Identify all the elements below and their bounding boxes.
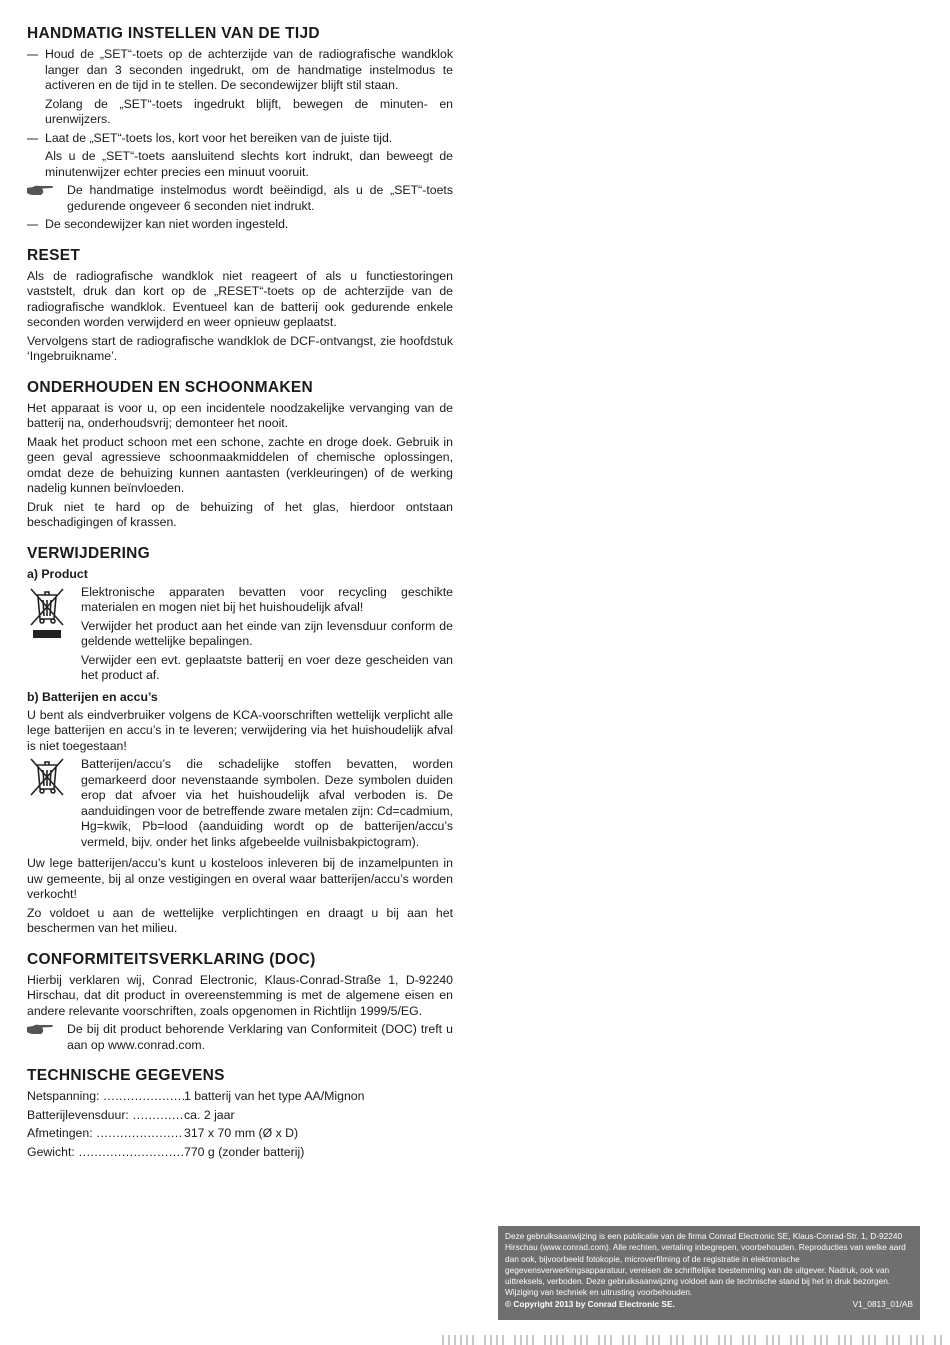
paragraph: Elektronische apparaten bevatten voor recycling geschikte materialen en mogen niet bij het huishoudelijk afval! <box>81 584 453 614</box>
section-title: ONDERHOUDEN EN SCHOONMAKEN <box>27 378 313 396</box>
section-specs <box>27 1066 453 1160</box>
list-item: Houd de „SET“-toets op de achterzijde van de radiografische wandklok langer dan 3 seconden ingedrukt, om de handmatige instelmodus te activeren en de tijd in te stellen. De secondewijzer blijft stil staan. <box>27 47 453 94</box>
spec-value: 770 g (zonder batterij) <box>184 1144 305 1159</box>
spec-row <box>27 1145 453 1161</box>
section-conformity <box>27 950 453 1054</box>
paragraph: Maak het product schoon met een schone, zachte en droge doek. Gebruik in geen geval agressieve schoonmaakmiddelen of chemische oplossingen, omdat deze de behuizing kunnen aantasten (verkleuringen) of de werking nadelig kunnen beïnvloeden. <box>27 434 453 495</box>
spec-label: Afmetingen: ..... <box>27 1126 184 1142</box>
paragraph: Als u de „SET“-toets aansluitend slechts kort indrukt, dan beweegt de minutenwijzer echter precies een minuut vooruit. <box>45 149 453 179</box>
spec-value: 317 x 70 mm (Ø x D) <box>184 1126 299 1140</box>
list-item: De secondewijzer kan niet worden ingesteld. <box>27 217 453 233</box>
dash-bullet-icon <box>27 138 38 140</box>
pointing-hand-icon <box>27 1023 55 1036</box>
subsection-title: a) Product <box>27 566 88 581</box>
manual-content <box>27 24 453 1173</box>
dash-bullet-icon <box>27 224 38 226</box>
paragraph: Batterijen/accu’s die schadelijke stoffen bevatten, worden gemarkeerd door nevenstaande symbolen. Deze symbolen duiden erop dat afvoer via het huishoudelijk afval verboden is. De aanduidingen voor de betreffende zware metalen zijn: Cd=cadmium, Hg=kwik, Pb=lood (aanduiding wordt op de batterijen/accu’s vermeld, bijv. onder het links afgebeelde vuilnisbakpictogram). <box>81 757 453 849</box>
section-title: TECHNISCHE GEGEVENS <box>27 1067 225 1084</box>
spec-row <box>27 1108 453 1124</box>
section-title: CONFORMITEITSVERKLARING (DOC) <box>27 950 316 968</box>
section-manual-time <box>27 24 453 233</box>
section-disposal <box>27 544 453 937</box>
paragraph: Zo voldoet u aan de wettelijke verplichtingen en draagt u bij aan het beschermen van het milieu. <box>27 905 453 935</box>
version-code: V1_0813_01/AB <box>852 1298 913 1309</box>
paragraph: Hierbij verklaren wij, Conrad Electronic, Klaus-Conrad-Straße 1, D-92240 Hirschau, dat dit product in overeenstemming is met de algemene eisen en andere relevante voorschriften, zoals opgenomen in Richtlijn 1999/5/EG. <box>27 972 453 1018</box>
spec-row <box>27 1089 453 1105</box>
imprint-footer <box>505 1299 913 1310</box>
paragraph: U bent als eindverbruiker volgens de KCA-voorschriften wettelijk verplicht alle lege batterijen en accu’s in te leveren; verwijdering via het huishoudelijk afval is niet toegestaan! <box>27 707 453 753</box>
battery-disposal-block <box>27 757 453 853</box>
paragraph: Vervolgens start de radiografische wandklok de DCF-ontvangst, zie hoofdstuk ‘Ingebruikname’. <box>27 333 453 363</box>
note: De bij dit product behorende Verklaring van Conformiteit (DOC) treft u aan op www.conrad.com. <box>27 1022 453 1053</box>
paragraph: Verwijder het product aan het einde van zijn levensduur conform de geldende wettelijke bepalingen. <box>81 618 453 648</box>
spec-label: Netspanning: ..... <box>27 1089 184 1105</box>
section-title: VERWIJDERING <box>27 544 151 562</box>
battery-disposal-text <box>81 757 453 853</box>
subsection-title: b) Batterijen en accu’s <box>27 689 158 704</box>
spec-label: Gewicht: ..... <box>27 1145 184 1161</box>
paragraph: Druk niet te hard op de behuizing of het glas, hierdoor ontstaan beschadigingen of krassen. <box>27 499 453 529</box>
battery-bin-icon <box>27 757 67 853</box>
paragraph: Het apparaat is voor u, op een incidentele noodzakelijke vervanging van de batterij na, onderhoudsvrij; demonteer het nooit. <box>27 400 453 430</box>
note: De handmatige instelmodus wordt beëindigd, als u de „SET“-toets gedurende ongeveer 6 seconden niet indrukt. <box>27 183 453 214</box>
spec-value: 1 batterij van het type AA/Mignon <box>184 1089 365 1103</box>
product-disposal-text <box>81 585 453 687</box>
spec-value: ca. 2 jaar <box>184 1107 235 1122</box>
weee-bin-icon <box>27 585 67 687</box>
dash-bullet-icon <box>27 54 38 56</box>
print-marks <box>438 1333 950 1345</box>
copyright: © Copyright 2013 by Conrad Electronic SE. <box>505 1298 675 1309</box>
spec-row <box>27 1126 453 1142</box>
paragraph: Als de radiografische wandklok niet reageert of als u functiestoringen vaststelt, druk dan kort op de „RESET“-toets op de achterzijde van de radiografische wandklok. Eventueel kan de batterij ook gedurende enkele seconden worden verwijderd en weer opnieuw geplaatst. <box>27 268 453 329</box>
spec-label: Batterijlevensduur: ..... <box>27 1108 184 1124</box>
pointing-hand-icon <box>27 184 55 197</box>
section-reset <box>27 246 453 365</box>
paragraph: Zolang de „SET“-toets ingedrukt blijft, bewegen de minuten- en urenwijzers. <box>45 96 453 126</box>
imprint-text: Deze gebruiksaanwijzing is een publicatie van de firma Conrad Electronic SE, Klaus-Conrad-Str. 1, D-92240 Hirschau (www.conrad.com). Alle rechten, vertaling inbegrepen, voorbehouden. Reproducties van welke aard dan ook, bijvoorbeeld fotokopie, microverfilming of de registratie in elektronische gegevensverwerkingsapparatuur, vereisen de schriftelijke toestemming van de uitgever. Nadruk, ook van uittreksels, verboden. Deze gebruiksaanwijzing voldoet aan de technische stand bij het in druk bezorgen. Wijziging van techniek en uitrusting voorbehouden. <box>505 1231 906 1298</box>
section-maintenance <box>27 378 453 531</box>
list-item: Laat de „SET“-toets los, kort voor het bereiken van de juiste tijd. <box>27 131 453 147</box>
imprint-box <box>498 1226 920 1320</box>
product-disposal-block <box>27 585 453 687</box>
section-title: RESET <box>27 246 81 264</box>
paragraph: Verwijder een evt. geplaatste batterij en voer deze gescheiden van het product af. <box>81 652 453 682</box>
section-title: HANDMATIG INSTELLEN VAN DE TIJD <box>27 25 320 42</box>
paragraph: Uw lege batterijen/accu’s kunt u kosteloos inleveren bij de inzamelpunten in uw gemeente, bij al onze vestigingen en overal waar batterijen/accu’s worden verkocht! <box>27 856 453 901</box>
